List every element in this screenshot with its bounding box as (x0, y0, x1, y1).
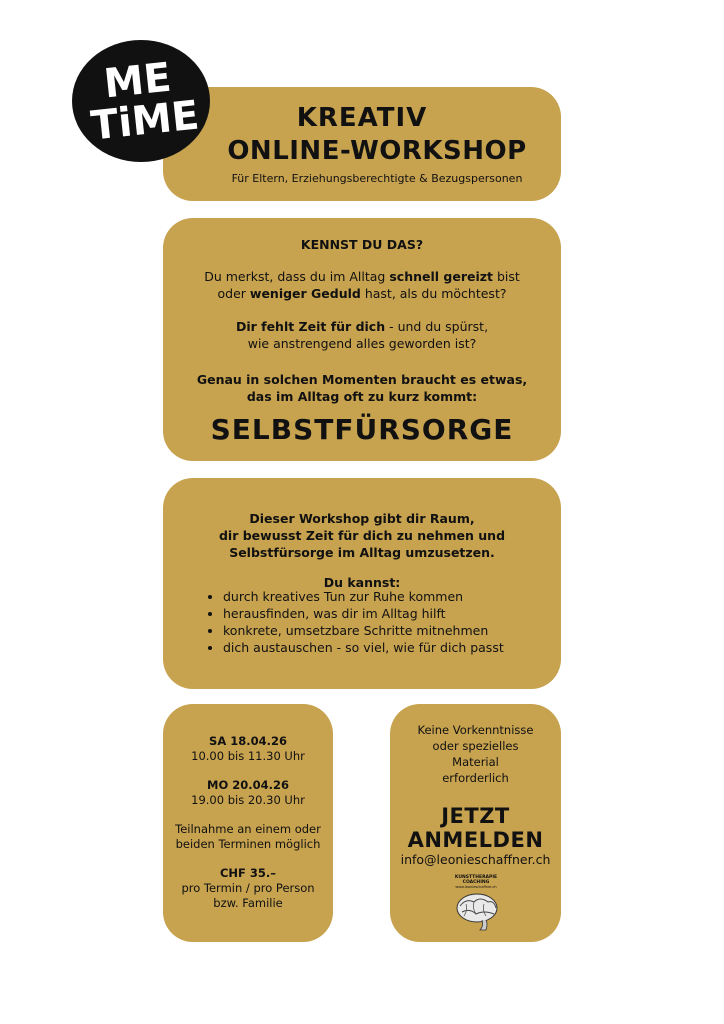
participation-note: Teilnahme an einem oder beiden Terminen möglich (175, 822, 321, 851)
requirements-note: Keine Vorkenntnisse oder spezielles Material erforderlich (417, 723, 534, 785)
price: CHF 35.– (219, 866, 277, 880)
intro-question: KENNST DU DAS? (300, 237, 424, 252)
keyword-selbstfuersorge: SELBSTFÜRSORGE (210, 413, 514, 446)
list-item: • herausfinden, was dir im Alltag hilft (223, 605, 504, 622)
intro-box (163, 218, 561, 461)
title-line-2: ONLINE-WORKSHOP (227, 136, 527, 166)
workshop-description: Dieser Workshop gibt dir Raum, dir bewusst Zeit für dich zu nehmen und Selbstfürsorge im Alltag umzusetzen. (218, 511, 506, 560)
signup-box (390, 704, 561, 942)
brand-line-2: COACHING (462, 880, 490, 885)
list-item: • durch kreatives Tun zur Ruhe kommen (223, 588, 504, 605)
email-link[interactable]: info@leonieschaffner.ch (400, 852, 551, 867)
time-1: 10.00 bis 11.30 Uhr (191, 749, 305, 763)
subtitle: Für Eltern, Erziehungsberechtigte & Bezugspersonen (231, 172, 523, 185)
brain-logo (444, 870, 508, 934)
title-line-1: KREATIV (296, 103, 428, 133)
time-2: 19.00 bis 20.30 Uhr (191, 793, 305, 807)
logo-line-1: ME (102, 54, 174, 108)
list-item: • dich austauschen - so viel, wie für dich passt (223, 639, 504, 656)
benefit-list (207, 588, 504, 656)
brand-line-3: www.leonieschaffner.ch (455, 885, 497, 889)
signup-cta: JETZT ANMELDEN (407, 804, 544, 852)
intro-paragraph-3: Genau in solchen Momenten braucht es etwas, das im Alltag oft zu kurz kommt: (196, 372, 528, 404)
header-box (163, 87, 561, 201)
logo-line-2: TiME (88, 92, 202, 150)
brand-line-1: KUNSTTHERAPIE (454, 875, 498, 880)
dates-box (163, 704, 333, 942)
me-time-logo (72, 40, 210, 162)
brain-icon (457, 894, 497, 930)
price-details: pro Termin / pro Person bzw. Familie (181, 881, 315, 910)
date-2: MO 20.04.26 (207, 778, 289, 792)
intro-paragraph-2: Dir fehlt Zeit für dich - und du spürst, wie anstrengend alles geworden ist? (235, 319, 489, 351)
date-1: SA 18.04.26 (209, 734, 287, 748)
workshop-box (163, 478, 561, 689)
can-title: Du kannst: (323, 575, 401, 590)
intro-paragraph-1: Du merkst, dass du im Alltag schnell gereizt bist oder weniger Geduld hast, als du möchtest? (204, 269, 520, 301)
list-item: • konkrete, umsetzbare Schritte mitnehmen (223, 622, 504, 639)
